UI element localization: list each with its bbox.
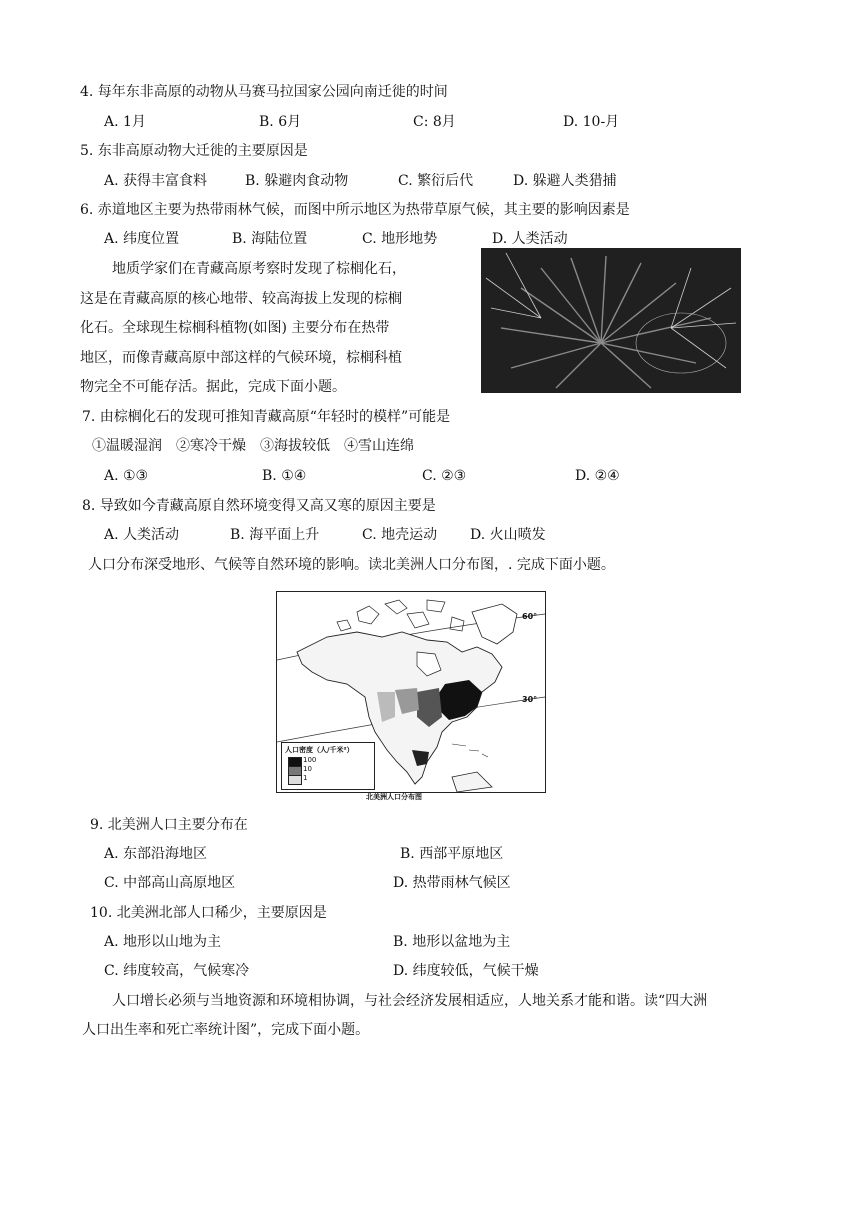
question-5-stem: 5. 东非高原动物大迁徙的主要原因是 [80, 143, 308, 159]
q5-option-b: B. 躲避肉食动物 [245, 173, 349, 189]
q8-option-a: A. 人类活动 [104, 527, 180, 543]
north-america-population-map [276, 591, 546, 793]
q9-option-c: C. 中部高山高原地区 [104, 875, 236, 891]
q4-option-c: C: 8月 [413, 114, 456, 130]
latitude-30-label: 30° [522, 695, 538, 704]
q9-option-d: D. 热带雨林气候区 [393, 875, 511, 891]
q4-option-d: D. 10-月 [563, 114, 620, 130]
q7-option-b: B. ①④ [262, 468, 307, 484]
palm-plant-photo [481, 248, 741, 393]
q8-option-c: C. 地壳运动 [362, 527, 438, 543]
palm-fronds-illustration [481, 248, 741, 393]
question-10-stem: 10. 北美洲北部人口稀少，主要原因是 [90, 905, 327, 921]
q9-option-a: A. 东部沿海地区 [104, 846, 208, 862]
q6-option-d: D. 人类活动 [492, 231, 568, 247]
q7-option-d: D. ②④ [575, 468, 620, 484]
q4-option-b: B. 6月 [259, 114, 302, 130]
passage3-line-1: 人口增长必须与当地资源和环境相协调，与社会经济发展相适应，人地关系才能和谐。读“四大洲 [112, 993, 708, 1009]
q8-option-d: D. 火山喷发 [470, 527, 546, 543]
map-caption: 北美洲人口分布图 [366, 793, 422, 801]
q10-option-c: C. 纬度较高，气候寒冷 [104, 963, 250, 979]
question-6-stem: 6. 赤道地区主要为热带雨林气候，而图中所示地区为热带草原气候，其主要的影响因素是 [80, 202, 630, 218]
passage1-line-1: 地质学家们在青藏高原考察时发现了棕榈化石， [112, 261, 406, 277]
legend-label-1: 1 [303, 774, 308, 782]
legend-title: 人口密度（人/千米²） [285, 746, 354, 754]
passage1-line-5: 物完全不可能存活。据此，完成下面小题。 [80, 379, 346, 395]
q8-option-b: B. 海平面上升 [230, 527, 320, 543]
passage3-line-2: 人口出生率和死亡率统计图”，完成下面小题。 [82, 1022, 370, 1038]
map-legend [281, 742, 375, 790]
q5-option-d: D. 躲避人类猎捕 [513, 173, 617, 189]
q6-option-b: B. 海陆位置 [232, 231, 308, 247]
latitude-60-label: 60° [522, 612, 538, 621]
q7-option-c: C. ②③ [422, 468, 467, 484]
passage1-line-4: 地区，而像青藏高原中部这样的气候环境，棕榈科植 [80, 350, 402, 366]
question-8-stem: 8. 导致如今青藏高原自然环境变得又高又寒的原因主要是 [82, 498, 436, 514]
passage2-text: 人口分布深受地形、气候等自然环境的影响。读北美洲人口分布图，. 完成下面小题。 [88, 557, 615, 573]
q6-option-a: A. 纬度位置 [104, 231, 180, 247]
q9-option-b: B. 西部平原地区 [400, 846, 504, 862]
q4-option-a: A. 1月 [104, 114, 146, 130]
q7-statements: ①温暖湿润 ②寒冷干燥 ③海拔较低 ④雪山连绵 [92, 438, 414, 454]
q10-option-a: A. 地形以山地为主 [104, 934, 222, 950]
q6-option-c: C. 地形地势 [362, 231, 438, 247]
legend-label-100: 100 [303, 756, 317, 764]
passage1-line-3: 化石。全球现生棕榈科植物(如图) 主要分布在热带 [80, 320, 390, 336]
legend-label-10: 10 [303, 765, 312, 773]
question-9-stem: 9. 北美洲人口主要分布在 [90, 817, 248, 833]
q7-option-a: A. ①③ [104, 468, 149, 484]
question-7-stem: 7. 由棕榈化石的发现可推知青藏高原“年轻时的模样”可能是 [82, 409, 451, 425]
q10-option-b: B. 地形以盆地为主 [393, 934, 511, 950]
q10-option-d: D. 纬度较低，气候干燥 [393, 963, 539, 979]
legend-swatch-low [288, 775, 302, 785]
passage1-line-2: 这是在青藏高原的核心地带、较高海拔上发现的棕榈 [80, 291, 402, 307]
q5-option-a: A. 获得丰富食料 [104, 173, 208, 189]
question-4-stem: 4. 每年东非高原的动物从马赛马拉国家公园向南迁徙的时间 [80, 84, 448, 100]
q5-option-c: C. 繁衍后代 [398, 173, 474, 189]
